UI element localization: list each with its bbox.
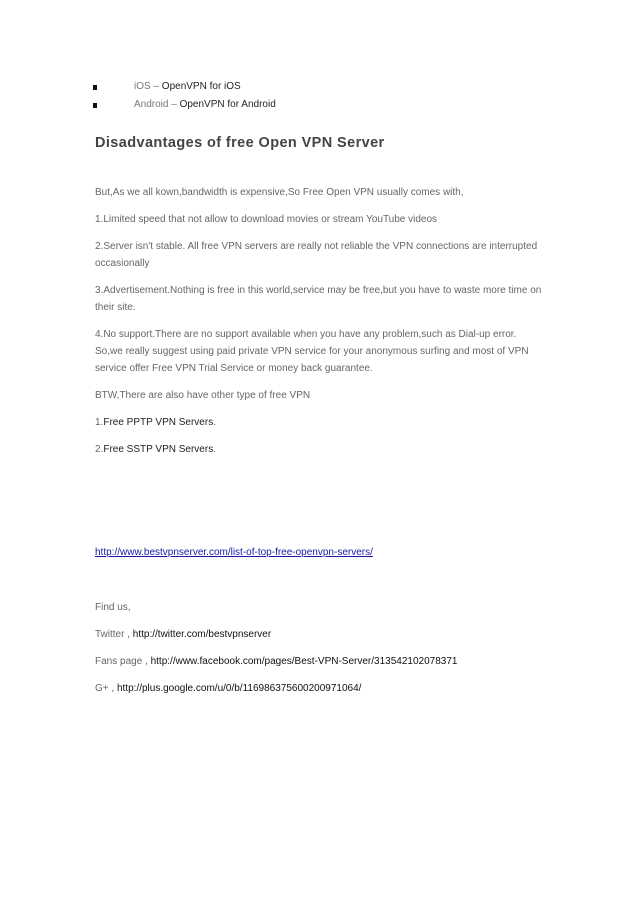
point-4-paragraph: 4.No support.There are no support available when you have any problem,such as Dial-up error. So,we really suggest using paid private VPN service for your anonymous surfing and most of VPN service offer Free VPN Trial Service or money back guarantee. [95,329,529,374]
source-url-link[interactable]: http://www.bestvpnserver.com/list-of-top-free-openvpn-servers/ [95,547,373,558]
free-pptp-link[interactable]: Free PPTP VPN Servers [103,417,214,428]
point-2-paragraph: 2.Server isn't stable. All free VPN servers are really not reliable the VPN connections are interrupted occasionally [95,241,538,269]
other-type-2: 2.Free SSTP VPN Servers. [95,444,216,455]
point-1-paragraph: 1.Limited speed that not allow to download movies or stream YouTube videos [95,214,438,225]
google-plus-url-link[interactable]: http://plus.google.com/u/0/b/116986375600200971064/ [116,683,362,694]
source-url-line [95,544,545,561]
openvpn-android-link[interactable]: OpenVPN for Android [179,99,276,110]
section-heading: Disadvantages of free Open VPN Server [95,135,385,151]
bullet-prefix: iOS – [134,81,162,92]
list-item [92,96,552,114]
square-bullet-icon [93,103,97,108]
disadvantages-body [95,184,545,468]
twitter-url-link[interactable]: http://twitter.com/bestvpnserver [132,629,272,640]
twitter-line: Twitter , http://twitter.com/bestvpnserver [95,629,272,640]
app-bullet-list [92,78,552,114]
square-bullet-icon [93,85,97,90]
free-sstp-link[interactable]: Free SSTP VPN Servers [103,444,214,455]
openvpn-ios-link[interactable]: OpenVPN for iOS [161,81,241,92]
find-us-label: Find us, [95,602,131,613]
fans-page-line: Fans page , http://www.facebook.com/pages/Best-VPN-Server/313542102078371 [95,656,458,667]
google-plus-line: G+ , http://plus.google.com/u/0/b/116986375600200971064/ [95,683,362,694]
list-item [92,78,552,96]
point-3-paragraph: 3.Advertisement.Nothing is free in this world,service may be free,but you have to waste more time on their site. [95,285,542,313]
btw-paragraph: BTW,There are also have other type of free VPN [95,390,311,401]
other-type-1: 1.Free PPTP VPN Servers. [95,417,216,428]
intro-paragraph: But,As we all kown,bandwidth is expensive,So Free Open VPN usually comes with, [95,187,464,198]
facebook-url-link[interactable]: http://www.facebook.com/pages/Best-VPN-Server/313542102078371 [150,656,458,667]
bullet-prefix: Android – [134,99,180,110]
